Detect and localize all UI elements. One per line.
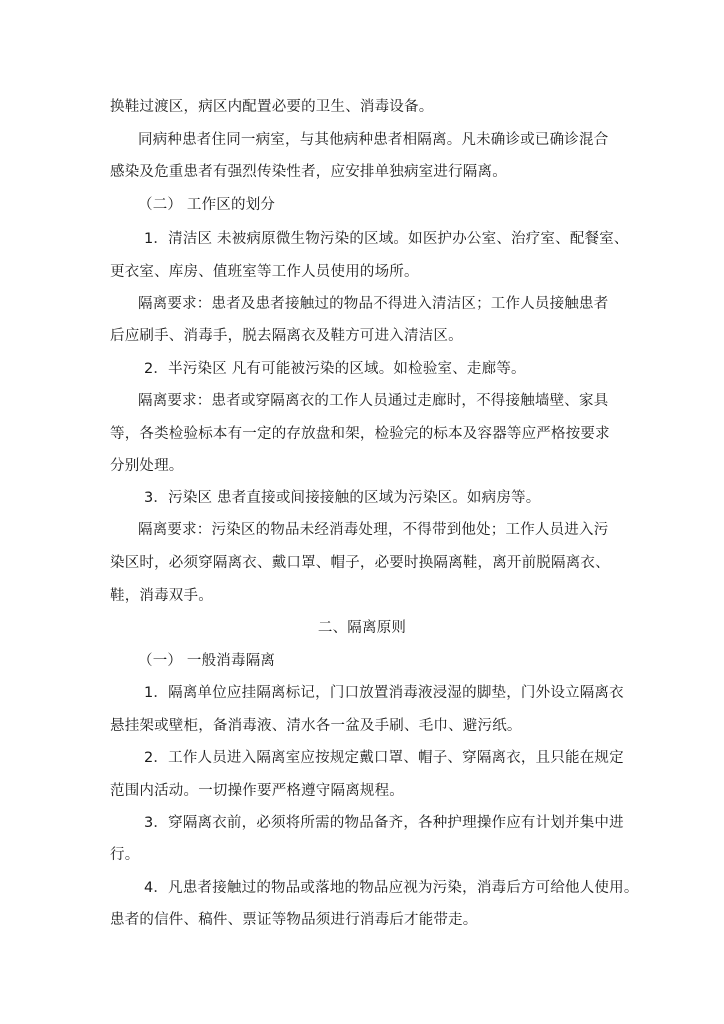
text-line: 患者的信件、稿件、票证等物品须进行消毒后才能带走。: [110, 912, 478, 928]
text-line: 3．污染区 患者直接或间接接触的区域为污染区。如病房等。: [144, 490, 541, 506]
text-line: 同病种患者住同一病室，与其他病种患者相隔离。凡未确诊或已确诊混合: [138, 132, 609, 148]
section-heading: （一） 一般消毒隔离: [138, 653, 276, 669]
text-line: 隔离要求：患者或穿隔离衣的工作人员通过走廊时，不得接触墙壁、家具: [138, 393, 609, 409]
text-line: 4．凡患者接触过的物品或落地的物品应视为污染，消毒后方可给他人使用。: [144, 880, 639, 896]
text-line: 染区时，必须穿隔离衣、戴口罩、帽子，必要时换隔离鞋，离开前脱隔离衣、: [110, 555, 610, 571]
text-line: 后应刷手、消毒手，脱去隔离衣及鞋方可进入清洁区。: [110, 328, 463, 344]
text-line: 3．穿隔离衣前，必须将所需的物品备齐，各种护理操作应有计划并集中进: [144, 815, 624, 831]
text-line: 1．清洁区 未被病原微生物污染的区域。如医护办公室、治疗室、配餐室、: [144, 231, 629, 247]
chapter-heading: 二、隔离原则: [317, 620, 407, 636]
text-line: 隔离要求：患者及患者接触过的物品不得进入清洁区；工作人员接触患者: [138, 296, 609, 312]
text-line: 更衣室、库房、值班室等工作人员使用的场所。: [110, 264, 419, 280]
text-line: 2．工作人员进入隔离室应按规定戴口罩、帽子、穿隔离衣，且只能在规定: [144, 750, 624, 766]
text-line: 范围内活动。一切操作要严格遵守隔离规程。: [110, 783, 404, 799]
section-heading: （二） 工作区的划分: [138, 197, 276, 213]
text-line: 等，各类检验标本有一定的存放盘和架，检验完的标本及容器等应严格按要求: [110, 426, 610, 442]
text-line: 分别处理。: [110, 458, 184, 474]
text-line: 感染及危重患者有强烈传染性者，应安排单独病室进行隔离。: [110, 164, 507, 180]
text-line: 换鞋过渡区，病区内配置必要的卫生、消毒设备。: [110, 99, 434, 115]
text-line: 鞋，消毒双手。: [110, 588, 213, 604]
text-line: 1．隔离单位应挂隔离标记，门口放置消毒液浸湿的脚垫，门外设立隔离衣: [144, 685, 624, 701]
text-line: 悬挂架或壁柜，备消毒液、清水各一盆及手刷、毛巾、避污纸。: [110, 718, 522, 734]
text-line: 隔离要求：污染区的物品未经消毒处理，不得带到他处；工作人员进入污: [138, 522, 609, 538]
text-line: 行。: [110, 847, 140, 863]
text-line: 2．半污染区 凡有可能被污染的区域。如检验室、走廊等。: [144, 361, 526, 377]
